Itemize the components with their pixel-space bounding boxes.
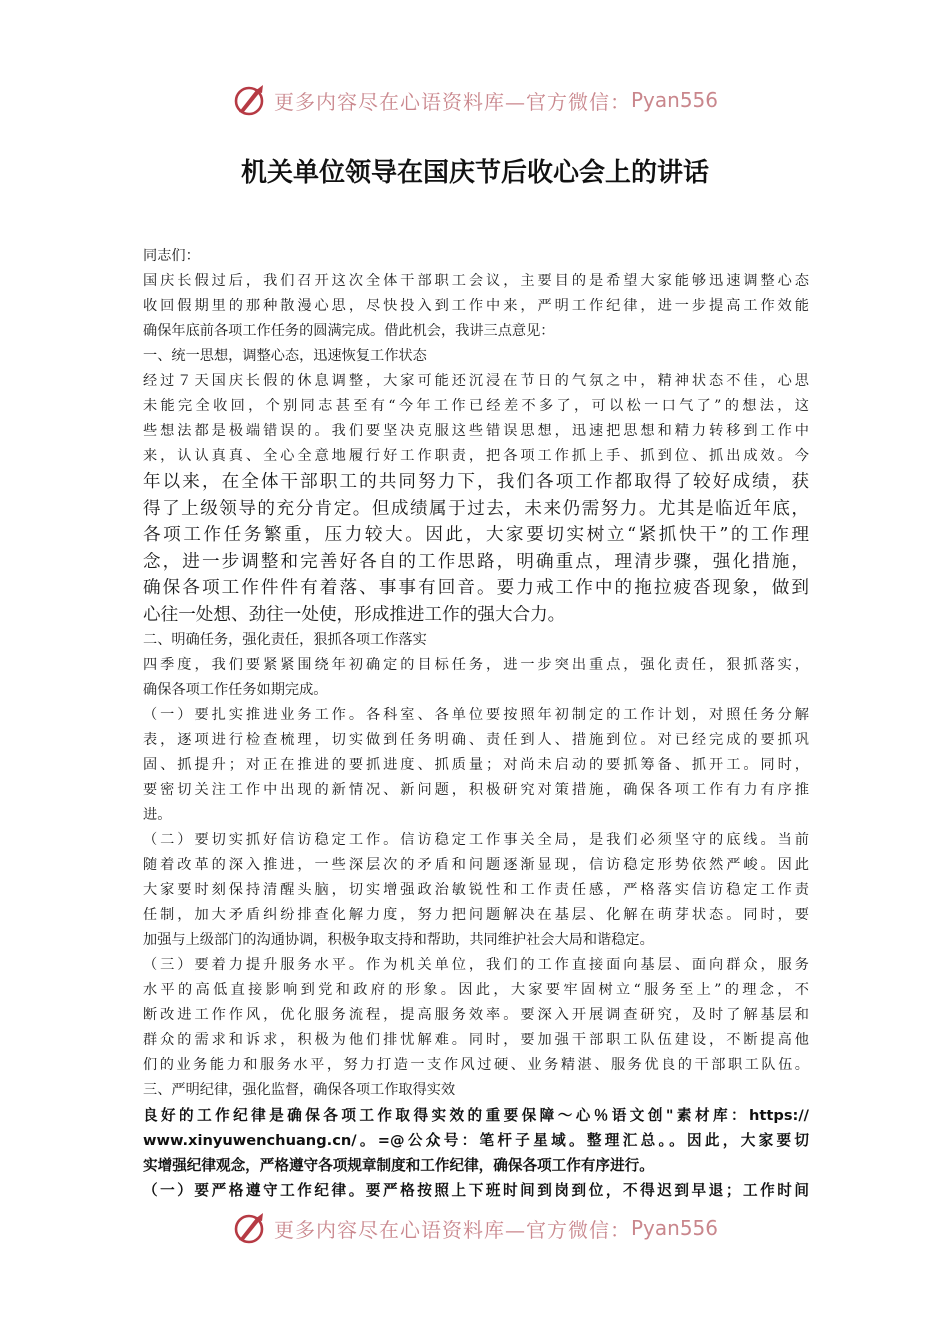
banner-text: 更多内容尽在心语资料库—官方微信： xyxy=(273,89,631,114)
intro-line: 确保年底前各项工作任务的圆满完成。借此机会，我讲三点意见： xyxy=(143,323,555,339)
section-heading-1: 一、统一思想，调整心态，迅速恢复工作状态 xyxy=(143,348,427,364)
item-line: 表，逐项进行检查梳理，切实做到任务明确、责任到人、措施到位。对已经完成的要抓巩 xyxy=(143,732,809,748)
paragraph-bold-text xyxy=(143,1103,809,1203)
item-line: 随着改革的深入推进，一些深层次的矛盾和问题逐渐显现，信访稳定形势依然严峻。因此 xyxy=(143,857,809,873)
item-line: （三）要着力提升服务水平。作为机关单位，我们的工作直接面向基层、面向群众，服务 xyxy=(143,957,809,973)
paragraph-line: www.xinyuwenchuang.cn/。=@公众号：笔杆子星域。整理汇总。。因此，大家要切 xyxy=(143,1132,809,1149)
item-line: 固、抓提升；对正在推进的要抓进度、抓质量；对尚未启动的要抓筹备、抓开工。同时， xyxy=(143,757,809,773)
item-line: 大家要时刻保持清醒头脑，切实增强政治敏锐性和工作责任感，严格落实信访稳定工作责 xyxy=(143,882,809,898)
header-banner xyxy=(0,80,950,120)
paragraph-large-text xyxy=(143,469,809,628)
item-line: 断改进工作作风，优化服务流程，提高服务效率。要深入开展调查研究，及时了解基层和 xyxy=(143,1007,809,1023)
banner-handle: Pyan556 xyxy=(630,88,718,112)
paragraph-line: 年以来，在全体干部职工的共同努力下，我们各项工作都取得了较好成绩，获 xyxy=(143,472,809,492)
document-title: 机关单位领导在国庆节后收心会上的讲话 xyxy=(240,158,709,188)
paragraph-line: 确保各项工作任务如期完成。 xyxy=(143,682,328,698)
item-line: 群众的需求和诉求，积极为他们排忧解难。同时，要加强干部职工队伍建设，不断提高他 xyxy=(143,1032,809,1048)
item-line: （一）要扎实推进业务工作。各科室、各单位要按照年初制定的工作计划，对照任务分解 xyxy=(143,707,809,723)
section-heading-2: 二、明确任务，强化责任，狠抓各项工作落实 xyxy=(143,632,427,648)
item-line: 要密切关注工作中出现的新情况、新问题，积极研究对策措施，确保各项工作有力有序推 xyxy=(143,782,809,798)
paragraph-line: 确保各项工作件件有着落、事事有回音。要力戒工作中的拖拉疲沓现象，做到 xyxy=(143,578,809,598)
paragraph-line: 心往一处想、劲往一处使，形成推进工作的强大合力。 xyxy=(143,604,566,625)
paragraph-line: （一）要严格遵守工作纪律。要严格按照上下班时间到岗到位，不得迟到早退；工作时间 xyxy=(143,1182,809,1199)
quill-logo-icon xyxy=(232,1210,268,1246)
item-line: 任制，加大矛盾纠纷排查化解力度，努力把问题解决在基层、化解在萌芽状态。同时，要 xyxy=(143,907,809,923)
item-line: 进。 xyxy=(143,807,172,823)
paragraph-line: 来，认认真真、全心全意地履行好工作职责，把各项工作抓上手、抓到位、抓出成效。今 xyxy=(143,448,809,464)
item-line: 们的业务能力和服务水平，努力打造一支作风过硬、业务精湛、服务优良的干部职工队伍。 xyxy=(143,1057,809,1073)
banner-text: 更多内容尽在心语资料库—官方微信： xyxy=(273,1217,631,1242)
footer-banner xyxy=(0,1208,950,1248)
intro-line: 收回假期里的那种散漫心思，尽快投入到工作中来，严明工作纪律，进一步提高工作效能 xyxy=(143,298,809,314)
section-heading-3: 三、严明纪律，强化监督，确保各项工作取得实效 xyxy=(143,1082,456,1098)
paragraph-line: 念，进一步调整和完善好各自的工作思路，明确重点，理清步骤，强化措施， xyxy=(143,551,809,572)
paragraph-line: 良好的工作纪律是确保各项工作取得实效的重要保障～心％语文创"素材库：https:// xyxy=(143,1107,809,1124)
document-body xyxy=(143,244,809,1203)
paragraph-line: 四季度，我们要紧紧围绕年初确定的目标任务，进一步突出重点，强化责任，狠抓落实， xyxy=(143,657,809,673)
paragraph-line: 得了上级领导的充分肯定。但成绩属于过去，未来仍需努力。尤其是临近年底， xyxy=(143,498,809,519)
item-line: 水平的高低直接影响到党和政府的形象。因此，大家要牢固树立“服务至上”的理念，不 xyxy=(143,982,809,998)
item-line: （二）要切实抓好信访稳定工作。信访稳定工作事关全局，是我们必须坚守的底线。当前 xyxy=(143,832,809,848)
paragraph-line: 各项工作任务繁重，压力较大。因此，大家要切实树立“紧抓快干”的工作理 xyxy=(143,525,809,545)
paragraph-line: 未能完全收回，个别同志甚至有“今年工作已经差不多了，可以松一口气了”的想法，这 xyxy=(143,398,809,414)
paragraph-line: 实增强纪律观念，严格遵守各项规章制度和工作纪律，确保各项工作有序进行。 xyxy=(143,1157,654,1174)
banner-handle: Pyan556 xyxy=(630,1216,718,1240)
item-line: 加强与上级部门的沟通协调，积极争取支持和帮助，共同维护社会大局和谐稳定。 xyxy=(143,932,654,948)
paragraph-line: 些想法都是极端错误的。我们要坚决克服这些错误思想，迅速把思想和精力转移到工作中 xyxy=(143,423,809,439)
intro-line: 国庆长假过后，我们召开这次全体干部职工会议，主要目的是希望大家能够迅速调整心态 xyxy=(143,273,809,289)
greeting: 同志们： xyxy=(143,248,200,264)
paragraph-line: 经过７天国庆长假的休息调整，大家可能还沉浸在节日的气氛之中，精神状态不佳，心思 xyxy=(143,373,809,389)
quill-logo-icon xyxy=(232,82,268,118)
